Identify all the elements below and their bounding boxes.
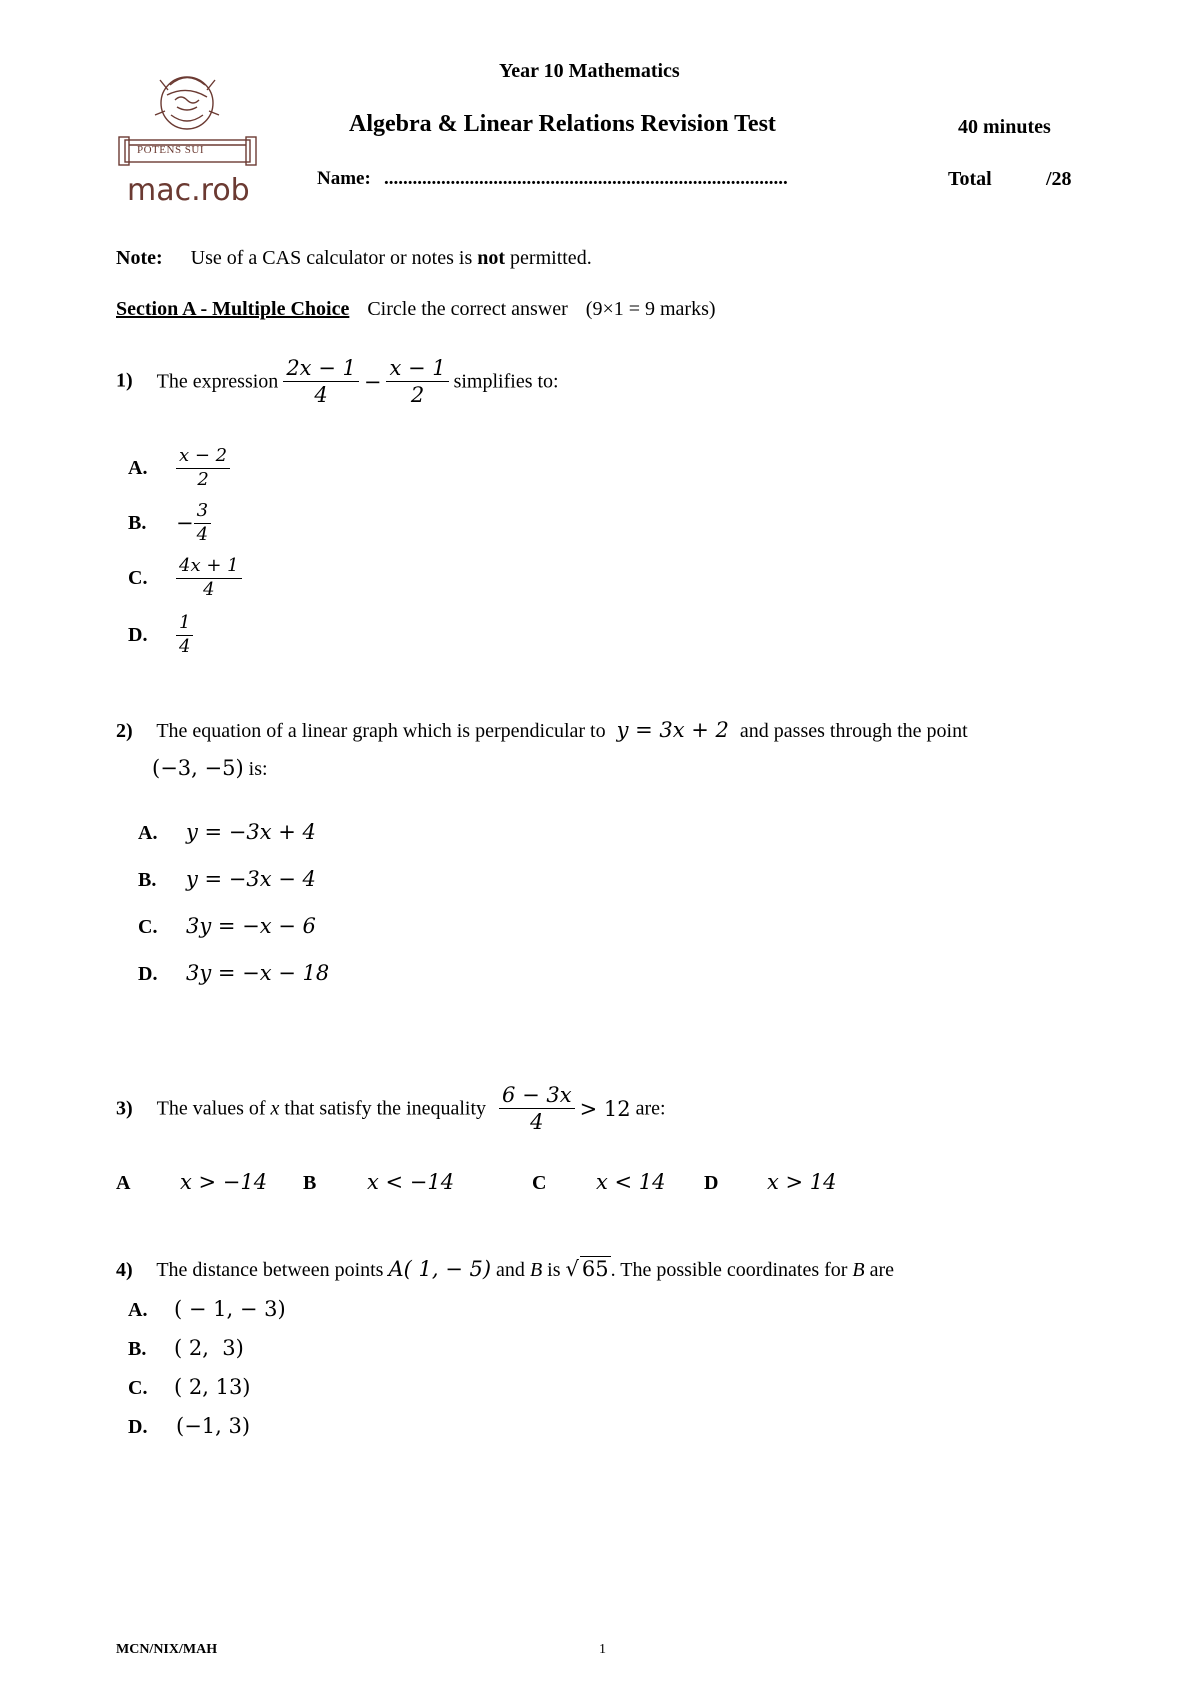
section-a-heading [116, 298, 716, 321]
option-label: B. [138, 869, 157, 891]
logo-banner-text: POTENS SUI [137, 144, 205, 156]
sqrt-radicand: 65 [581, 1257, 609, 1281]
fraction [386, 355, 448, 409]
logo-wordmark: mac.rob [127, 173, 250, 208]
option-value: y = −3x − 4 [186, 867, 316, 891]
fraction-numerator: 6 − 3x [499, 1082, 575, 1109]
option-label: B. [128, 511, 147, 534]
note-label: Note: [116, 247, 163, 269]
question-3-text: that satisfy the inequality [284, 1097, 487, 1120]
question-number: 4) [116, 1259, 133, 1281]
option-label: D. [128, 623, 148, 646]
answer-option[interactable] [138, 867, 316, 892]
page-number: 1 [599, 1642, 606, 1657]
fraction-denominator: 2 [410, 383, 425, 408]
math-expression: y = 3x + 2 [616, 718, 729, 742]
name-field[interactable]: ..................................................................................... [384, 168, 788, 189]
answer-option[interactable] [138, 914, 316, 939]
fraction [283, 355, 359, 409]
answer-option[interactable]: B. − $\frac{3}{4}$ [128, 500, 211, 546]
option-value: 3y = −x − 18 [186, 961, 330, 985]
question-number: 2) [116, 720, 133, 742]
option-value: 3y = −x − 6 [186, 914, 316, 938]
sqrt-symbol: √ [565, 1257, 579, 1281]
option-label[interactable]: B [303, 1172, 317, 1194]
section-a-marks: (9×1 = 9 marks) [585, 298, 716, 320]
total-value: /28 [1046, 168, 1072, 190]
math-expression: (−3, −5) [152, 756, 244, 780]
note-text-start: Use of a CAS calculator or notes is [190, 247, 478, 269]
math-variable: B [529, 1259, 543, 1281]
option-value: ( − 1, − 3) [174, 1297, 286, 1321]
question-2-line2 [152, 756, 268, 781]
question-3-text: are: [635, 1097, 666, 1120]
answer-option[interactable] [128, 555, 242, 601]
question-3 [116, 1082, 666, 1136]
answer-option[interactable] [128, 1414, 250, 1439]
question-4-text: is [547, 1259, 561, 1281]
answer-option[interactable] [138, 820, 316, 845]
question-2-text: is: [248, 758, 268, 780]
total-label: Total [948, 168, 992, 190]
option-value: (−1, 3) [176, 1414, 251, 1438]
question-4-text: The distance between points [156, 1259, 384, 1281]
option-label[interactable]: C [532, 1172, 547, 1194]
fraction: $\frac{4x + 1}{4}$ [176, 555, 242, 601]
answer-option[interactable] [128, 1336, 244, 1361]
section-a-instruction: Circle the correct answer [367, 298, 568, 320]
section-a-title: Section A - Multiple Choice [116, 298, 350, 320]
duration-label: 40 minutes [958, 116, 1051, 138]
page-title: Algebra & Linear Relations Revision Test [349, 111, 776, 137]
minus-sign: − [363, 369, 382, 394]
question-4-text: . The possible coordinates for [610, 1259, 848, 1281]
option-label: A. [128, 456, 148, 479]
option-value[interactable]: x < −14 [367, 1170, 455, 1194]
option-label: A. [128, 1299, 148, 1321]
option-label: C. [128, 566, 148, 589]
name-label: Name: [317, 168, 371, 189]
option-value: y = −3x + 4 [186, 820, 316, 844]
footer-code: MCN/NIX/MAH [116, 1642, 218, 1657]
option-value: ( 2, 3) [174, 1336, 244, 1360]
fraction: $\frac{x - 2}{2}$ [176, 445, 230, 491]
question-4 [116, 1256, 894, 1282]
question-4-text: are [869, 1259, 895, 1281]
math-expression: > 12 [579, 1096, 631, 1121]
fraction-numerator: x − 1 [386, 355, 448, 382]
math-expression: A( 1, − 5) [388, 1257, 492, 1281]
subject-heading: Year 10 Mathematics [499, 60, 680, 82]
option-value[interactable]: x > 14 [767, 1170, 837, 1194]
question-1-suffix: simplifies to: [453, 370, 559, 393]
question-4-text: and [496, 1259, 525, 1281]
fraction-numerator: 2x − 1 [283, 355, 359, 382]
question-2-text: The equation of a linear graph which is perpendicular to [156, 720, 606, 742]
option-label: A. [138, 822, 158, 844]
note-text-bold: not [477, 247, 506, 269]
question-1 [116, 355, 559, 409]
fraction-denominator: 4 [530, 1110, 544, 1135]
math-variable: B [852, 1259, 865, 1281]
answer-option[interactable] [138, 961, 329, 986]
fraction: $\frac{3}{4}$ [194, 500, 211, 546]
question-2 [116, 718, 968, 743]
sqrt-expression [566, 1257, 611, 1281]
note-text-end: permitted. [505, 247, 592, 269]
option-value[interactable]: x > −14 [180, 1170, 268, 1194]
question-number: 3) [116, 1097, 133, 1120]
option-value: ( 2, 13) [174, 1375, 251, 1399]
fraction: $\frac{1}{4}$ [176, 612, 193, 658]
note-line [116, 247, 592, 270]
question-1-prefix: The expression [156, 370, 279, 393]
school-logo [115, 55, 270, 220]
answer-option[interactable] [128, 612, 193, 658]
question-2-text: and passes through the point [739, 720, 968, 742]
option-label[interactable]: A [116, 1172, 131, 1194]
option-label: C. [138, 916, 158, 938]
option-label: D. [128, 1416, 148, 1438]
answer-option[interactable] [128, 445, 230, 491]
option-value[interactable]: x < 14 [596, 1170, 666, 1194]
option-label: B. [128, 1338, 147, 1360]
option-label[interactable]: D [704, 1172, 719, 1194]
math-variable: x [270, 1097, 280, 1120]
answer-option[interactable] [128, 1375, 251, 1400]
fraction-denominator: 4 [314, 383, 328, 408]
option-label: D. [138, 963, 158, 985]
option-label: C. [128, 1377, 148, 1399]
question-number: 1) [116, 369, 133, 392]
fraction [499, 1082, 575, 1136]
question-3-text: The values of [156, 1097, 266, 1120]
answer-option[interactable] [128, 1297, 286, 1322]
